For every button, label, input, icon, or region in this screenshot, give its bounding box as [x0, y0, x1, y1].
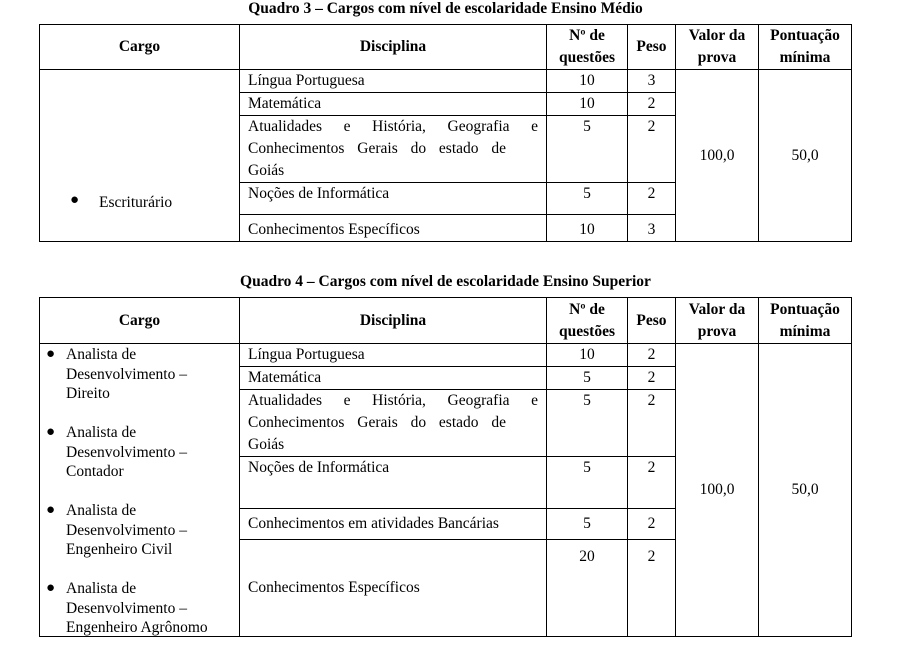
header-valor [676, 298, 759, 344]
disciplina-line1: Atualidades e História, Geografia e [248, 118, 538, 135]
quadro3-caption: Quadro 3 – Cargos com nível de escolaridade Ensino Médio [248, 0, 643, 17]
bullet-icon: ● [70, 192, 80, 208]
header-pontuacao-line1: Pontuação [770, 300, 840, 318]
header-valor-line2: prova [697, 49, 737, 66]
header-questoes [547, 298, 628, 344]
quadro4-header-row [40, 298, 852, 344]
disciplina-line3: Goiás [248, 162, 285, 179]
peso-cell: 3 [628, 215, 676, 242]
questoes-cell: 20 [547, 540, 628, 637]
header-disciplina: Disciplina [240, 298, 547, 344]
header-pontuacao-line2: mínima [779, 322, 831, 340]
cargo-line1: Analista de [66, 502, 137, 519]
cargo-item [66, 345, 187, 404]
quadro3-header-row [40, 25, 852, 70]
header-peso: Peso [628, 298, 676, 344]
header-questoes-line2: questões [559, 322, 615, 340]
peso-cell: 2 [628, 93, 676, 116]
disciplina-cell [240, 116, 547, 183]
peso-cell: 2 [628, 183, 676, 215]
questoes-cell: 5 [547, 116, 628, 183]
questoes-cell: 5 [547, 367, 628, 390]
pontuacao-minima-cell: 50,0 [759, 70, 852, 242]
cargo-cell [40, 70, 240, 242]
disciplina-line3: Goiás [248, 436, 285, 453]
header-pontuacao-line1: Pontuação [770, 27, 840, 44]
disciplina-cell [240, 390, 547, 457]
header-pontuacao-line2: mínima [779, 49, 831, 66]
bullet-icon: ● [46, 424, 56, 440]
header-questoes-line1: Nº de [569, 300, 605, 318]
header-valor-line1: Valor da [688, 27, 746, 44]
cargo-line2: Desenvolvimento – [66, 443, 187, 461]
table-row [40, 344, 852, 367]
cargo-line3: Engenheiro Agrônomo [66, 619, 208, 636]
header-pontuacao [759, 298, 852, 344]
cargo-line3: Contador [66, 463, 124, 480]
peso-cell: 2 [628, 509, 676, 540]
header-questoes-line2: questões [559, 49, 615, 66]
questoes-cell: 5 [547, 457, 628, 509]
header-cargo: Cargo [40, 298, 240, 344]
peso-cell: 2 [628, 367, 676, 390]
header-peso: Peso [628, 25, 676, 70]
cargo-line3: Direito [66, 385, 110, 402]
header-disciplina: Disciplina [240, 25, 547, 70]
pontuacao-minima-cell: 50,0 [759, 344, 852, 637]
cargo-line3: Engenheiro Civil [66, 541, 173, 558]
cargo-item: Escriturário [99, 194, 173, 211]
header-valor-line2: prova [697, 322, 737, 340]
cargo-cell [40, 344, 240, 637]
cargo-line1: Analista de [66, 346, 137, 363]
header-questoes-line1: Nº de [569, 27, 605, 44]
disciplina-cell: Noções de Informática [240, 183, 547, 215]
disciplina-cell: Matemática [240, 93, 547, 116]
valor-prova-cell: 100,0 [676, 70, 759, 242]
bullet-icon: ● [46, 580, 56, 596]
questoes-cell: 5 [547, 390, 628, 457]
peso-cell: 2 [628, 390, 676, 457]
cargo-item [66, 423, 187, 482]
cargo-item [66, 501, 187, 560]
questoes-cell: 5 [547, 509, 628, 540]
quadro4-table [39, 297, 852, 637]
bullet-icon: ● [46, 346, 56, 362]
disciplina-cell: Conhecimentos em atividades Bancárias [240, 509, 547, 540]
peso-cell: 2 [628, 540, 676, 637]
questoes-cell: 10 [547, 70, 628, 93]
disciplina-cell: Conhecimentos Específicos [240, 540, 547, 637]
quadro4-caption: Quadro 4 – Cargos com nível de escolaridade Ensino Superior [240, 273, 651, 290]
peso-cell: 3 [628, 70, 676, 93]
bullet-icon: ● [46, 502, 56, 518]
header-valor [676, 25, 759, 70]
disciplina-cell: Conhecimentos Específicos [240, 215, 547, 242]
peso-cell: 2 [628, 116, 676, 183]
quadro3-table [39, 24, 852, 242]
disciplina-cell: Matemática [240, 367, 547, 390]
questoes-cell: 10 [547, 344, 628, 367]
header-valor-line1: Valor da [688, 300, 746, 318]
cargo-line2: Desenvolvimento – [66, 599, 187, 617]
peso-cell: 2 [628, 457, 676, 509]
questoes-cell: 10 [547, 93, 628, 116]
cargo-line1: Analista de [66, 580, 137, 597]
peso-cell: 2 [628, 344, 676, 367]
header-pontuacao [759, 25, 852, 70]
questoes-cell: 5 [547, 183, 628, 215]
table-row [40, 70, 852, 93]
cargo-item [66, 579, 208, 637]
disciplina-cell: Língua Portuguesa [240, 70, 547, 93]
disciplina-line2: Conhecimentos Gerais do estado de [248, 140, 506, 157]
valor-prova-cell: 100,0 [676, 344, 759, 637]
disciplina-cell: Língua Portuguesa [240, 344, 547, 367]
cargo-line2: Desenvolvimento – [66, 365, 187, 383]
disciplina-line1: Atualidades e História, Geografia e [248, 392, 538, 409]
disciplina-line2: Conhecimentos Gerais do estado de [248, 414, 506, 431]
cargo-line1: Analista de [66, 424, 137, 441]
header-cargo: Cargo [40, 25, 240, 70]
disciplina-cell: Noções de Informática [240, 457, 547, 509]
questoes-cell: 10 [547, 215, 628, 242]
cargo-line2: Desenvolvimento – [66, 521, 187, 539]
header-questoes [547, 25, 628, 70]
